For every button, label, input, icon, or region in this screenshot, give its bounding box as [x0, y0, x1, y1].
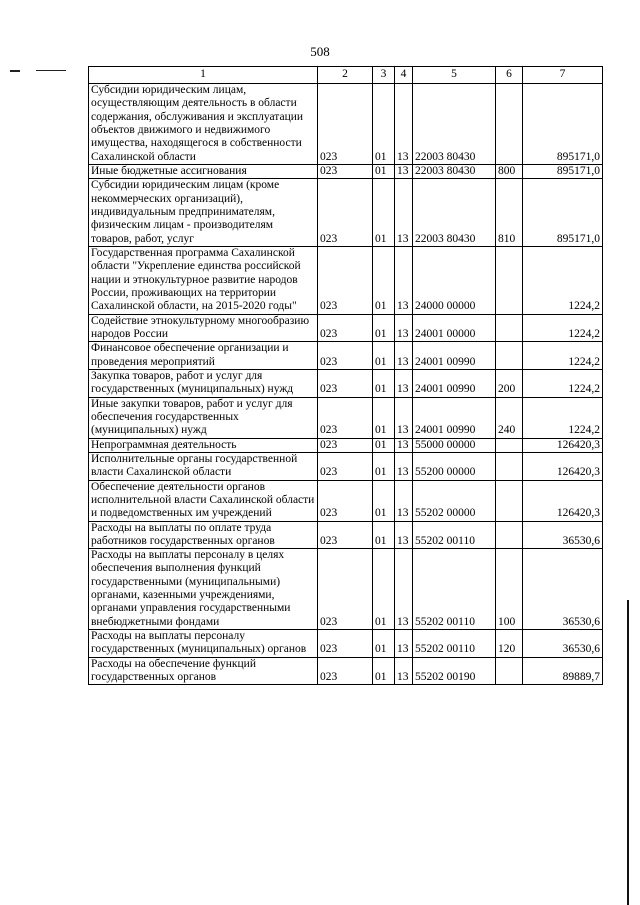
table-row — [89, 452, 603, 480]
scan-edge-line — [627, 600, 629, 905]
row-section: 01 — [373, 438, 395, 452]
row-section: 01 — [373, 369, 395, 397]
row-section: 01 — [373, 452, 395, 480]
row-section: 01 — [373, 246, 395, 314]
column-header: 4 — [395, 67, 413, 84]
row-amount: 126420,3 — [523, 438, 603, 452]
row-target-article: 55200 00000 — [413, 452, 496, 480]
row-expense-type — [496, 438, 523, 452]
row-amount: 895171,0 — [523, 84, 603, 165]
table-row — [89, 630, 603, 658]
row-expense-type — [496, 84, 523, 165]
scan-mark — [10, 70, 20, 72]
table-row — [89, 246, 603, 314]
row-expense-type — [496, 314, 523, 342]
row-expense-type: 120 — [496, 630, 523, 658]
table-row — [89, 549, 603, 630]
row-subsection: 13 — [395, 84, 413, 165]
row-target-article: 22003 80430 — [413, 84, 496, 165]
row-section: 01 — [373, 549, 395, 630]
row-subsection: 13 — [395, 630, 413, 658]
row-name: Иные закупки товаров, работ и услуг для обеспечения государственных (муниципальных) нужд — [89, 397, 318, 438]
row-admin-code: 023 — [318, 314, 373, 342]
row-admin-code: 023 — [318, 549, 373, 630]
table-header-row — [89, 67, 603, 84]
row-amount: 36530,6 — [523, 630, 603, 658]
row-amount: 36530,6 — [523, 549, 603, 630]
row-name: Субсидии юридическим лицам, осуществляющим деятельность в области содержания, обслуживания и эксплуатации объектов движимого и недвижимого имущества, находящегося в собственности Сахалинской области — [89, 84, 318, 165]
row-target-article: 24001 00990 — [413, 342, 496, 370]
row-name: Расходы на выплаты персоналу государственных (муниципальных) органов — [89, 630, 318, 658]
scan-mark — [36, 70, 66, 71]
row-name: Исполнительные органы государственной власти Сахалинской области — [89, 452, 318, 480]
row-target-article: 55202 00110 — [413, 521, 496, 549]
table-row — [89, 164, 603, 178]
row-amount: 1224,2 — [523, 342, 603, 370]
row-subsection: 13 — [395, 164, 413, 178]
row-name: Расходы на выплаты по оплате труда работников государственных органов — [89, 521, 318, 549]
table-row — [89, 179, 603, 247]
row-subsection: 13 — [395, 314, 413, 342]
table-row — [89, 314, 603, 342]
row-section: 01 — [373, 342, 395, 370]
row-subsection: 13 — [395, 397, 413, 438]
column-header: 1 — [89, 67, 318, 84]
row-section: 01 — [373, 397, 395, 438]
row-name: Финансовое обеспечение организации и проведения мероприятий — [89, 342, 318, 370]
row-subsection: 13 — [395, 521, 413, 549]
row-name: Содействие этнокультурному многообразию народов России — [89, 314, 318, 342]
column-header: 3 — [373, 67, 395, 84]
row-expense-type: 200 — [496, 369, 523, 397]
row-expense-type: 240 — [496, 397, 523, 438]
page-number: 508 — [310, 44, 330, 59]
table-row — [89, 397, 603, 438]
row-target-article: 24000 00000 — [413, 246, 496, 314]
row-subsection: 13 — [395, 342, 413, 370]
row-name: Закупка товаров, работ и услуг для государственных (муниципальных) нужд — [89, 369, 318, 397]
row-target-article: 24001 00990 — [413, 369, 496, 397]
row-amount: 1224,2 — [523, 314, 603, 342]
row-section: 01 — [373, 164, 395, 178]
row-admin-code: 023 — [318, 84, 373, 165]
row-target-article: 55000 00000 — [413, 438, 496, 452]
row-expense-type — [496, 521, 523, 549]
row-name: Иные бюджетные ассигнования — [89, 164, 318, 178]
table-row — [89, 657, 603, 685]
row-admin-code: 023 — [318, 438, 373, 452]
row-expense-type: 810 — [496, 179, 523, 247]
row-subsection: 13 — [395, 657, 413, 685]
row-subsection: 13 — [395, 179, 413, 247]
row-admin-code: 023 — [318, 164, 373, 178]
row-name: Государственная программа Сахалинской области "Укрепление единства российской нации и этнокультурное развитие народов России, проживающих на территории Сахалинской области, на 2015-2020 годы" — [89, 246, 318, 314]
row-subsection: 13 — [395, 369, 413, 397]
row-target-article: 55202 00000 — [413, 480, 496, 521]
row-target-article: 55202 00110 — [413, 549, 496, 630]
row-admin-code: 023 — [318, 452, 373, 480]
column-header: 5 — [413, 67, 496, 84]
column-header: 2 — [318, 67, 373, 84]
row-amount: 89889,7 — [523, 657, 603, 685]
row-subsection: 13 — [395, 246, 413, 314]
row-admin-code: 023 — [318, 179, 373, 247]
row-target-article: 22003 80430 — [413, 164, 496, 178]
row-name: Непрограммная деятельность — [89, 438, 318, 452]
row-subsection: 13 — [395, 452, 413, 480]
row-expense-type — [496, 342, 523, 370]
row-section: 01 — [373, 630, 395, 658]
row-name: Расходы на выплаты персоналу в целях обеспечения выполнения функций государственными (муниципальными) органами, казенными учреждениями, органами управления государственными внебюджетными фондами — [89, 549, 318, 630]
column-header: 7 — [523, 67, 603, 84]
row-expense-type — [496, 246, 523, 314]
row-admin-code: 023 — [318, 246, 373, 314]
row-section: 01 — [373, 480, 395, 521]
row-target-article: 24001 00000 — [413, 314, 496, 342]
row-admin-code: 023 — [318, 342, 373, 370]
row-amount: 36530,6 — [523, 521, 603, 549]
row-amount: 895171,0 — [523, 164, 603, 178]
row-subsection: 13 — [395, 480, 413, 521]
row-amount: 895171,0 — [523, 179, 603, 247]
row-expense-type — [496, 657, 523, 685]
row-name: Обеспечение деятельности органов исполнительной власти Сахалинской области и подведомственных им учреждений — [89, 480, 318, 521]
table-row — [89, 84, 603, 165]
column-header: 6 — [496, 67, 523, 84]
row-amount: 1224,2 — [523, 369, 603, 397]
row-subsection: 13 — [395, 438, 413, 452]
row-target-article: 55202 00190 — [413, 657, 496, 685]
row-expense-type — [496, 452, 523, 480]
row-admin-code: 023 — [318, 521, 373, 549]
table-row — [89, 342, 603, 370]
row-amount: 1224,2 — [523, 246, 603, 314]
row-subsection: 13 — [395, 549, 413, 630]
row-section: 01 — [373, 314, 395, 342]
row-target-article: 22003 80430 — [413, 179, 496, 247]
row-amount: 1224,2 — [523, 397, 603, 438]
row-name: Расходы на обеспечение функций государственных органов — [89, 657, 318, 685]
row-section: 01 — [373, 521, 395, 549]
row-admin-code: 023 — [318, 657, 373, 685]
row-expense-type — [496, 480, 523, 521]
row-amount: 126420,3 — [523, 480, 603, 521]
row-amount: 126420,3 — [523, 452, 603, 480]
row-target-article: 24001 00990 — [413, 397, 496, 438]
row-expense-type: 100 — [496, 549, 523, 630]
table-row — [89, 521, 603, 549]
row-admin-code: 023 — [318, 630, 373, 658]
row-target-article: 55202 00110 — [413, 630, 496, 658]
budget-table — [88, 66, 603, 685]
table-row — [89, 480, 603, 521]
row-name: Субсидии юридическим лицам (кроме некоммерческих организаций), индивидуальным предпринимателям, физическим лицам - производителям товаров, работ, услуг — [89, 179, 318, 247]
row-section: 01 — [373, 179, 395, 247]
row-admin-code: 023 — [318, 480, 373, 521]
table-row — [89, 438, 603, 452]
row-admin-code: 023 — [318, 397, 373, 438]
table-row — [89, 369, 603, 397]
row-admin-code: 023 — [318, 369, 373, 397]
row-section: 01 — [373, 657, 395, 685]
row-expense-type: 800 — [496, 164, 523, 178]
row-section: 01 — [373, 84, 395, 165]
